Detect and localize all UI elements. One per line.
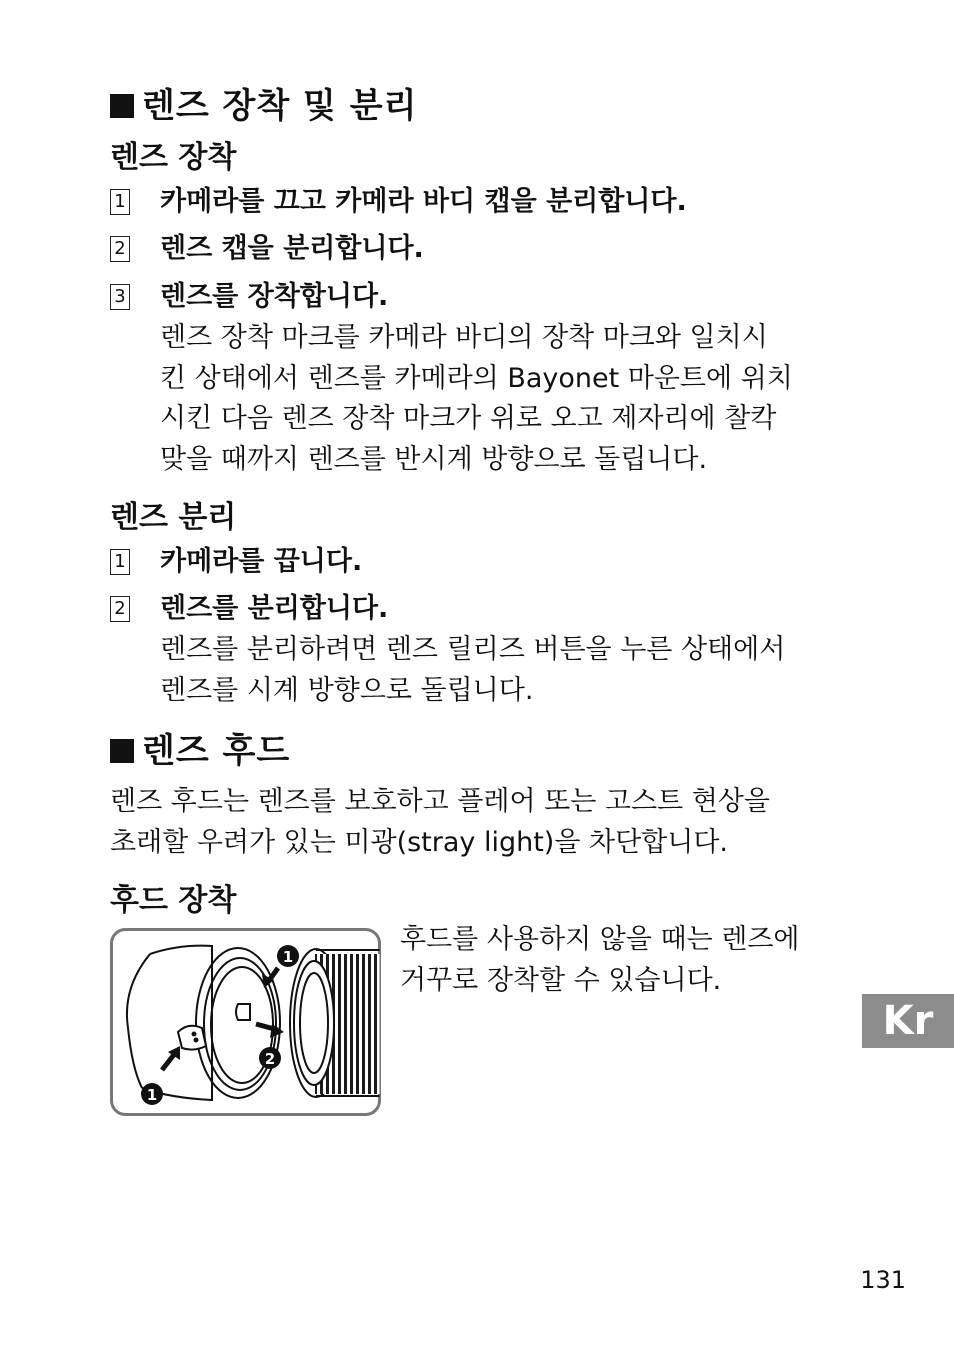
section-title-lens-hood [110, 731, 290, 771]
detail-line: 맞을 때까지 렌즈를 반시계 방향으로 돌립니다. [160, 443, 708, 475]
hood-storage-note [400, 920, 799, 1001]
hood-intro [110, 782, 770, 863]
subheading-lens-detach: 렌즈 분리 [110, 500, 237, 535]
step-number-box: 3 [110, 284, 130, 310]
section-title-text: 렌즈 장착 및 분리 [142, 86, 418, 126]
step-text: 카메라를 끄고 카메라 바디 캡을 분리합니다. [160, 186, 687, 217]
marker-label: 1 [282, 948, 294, 966]
language-tab-kr: Kr [862, 994, 954, 1048]
section-title-lens-mount [110, 86, 417, 126]
subheading-hood-attach: 후드 장착 [110, 883, 237, 918]
detail-line: 킨 상태에서 렌즈를 카메라의 Bayonet 마운트에 위치 [160, 362, 793, 394]
detail-line: 렌즈를 시계 방향으로 돌립니다. [160, 674, 534, 706]
intro-line: 초래할 우려가 있는 미광(stray light)을 차단합니다. [110, 826, 728, 858]
step-text: 렌즈 캡을 분리합니다. [160, 233, 424, 264]
detach-step-2-detail [160, 630, 785, 711]
attach-step-3-detail [160, 318, 793, 480]
marker-1-top [277, 945, 299, 967]
note-line: 후드를 사용하지 않을 때는 렌즈에 [400, 924, 800, 955]
step-number-box: 2 [110, 236, 130, 262]
step-text: 렌즈를 분리합니다. [160, 593, 389, 624]
marker-label: 2 [264, 1050, 276, 1068]
detail-line: 렌즈 장착 마크를 카메라 바디의 장착 마크와 일치시 [160, 322, 768, 353]
step-number-box: 1 [110, 549, 130, 575]
detail-line: 렌즈를 분리하려면 렌즈 릴리즈 버튼을 누른 상태에서 [160, 634, 786, 665]
marker-label: 1 [146, 1086, 158, 1104]
step-number-box: 2 [110, 596, 130, 622]
page-number: 131 [860, 1266, 906, 1294]
detail-line: 시킨 다음 렌즈 장착 마크가 위로 오고 제자리에 찰칵 [160, 403, 777, 434]
marker-2 [259, 1047, 281, 1069]
section-title-text: 렌즈 후드 [142, 731, 291, 771]
step-number-box: 1 [110, 189, 130, 215]
hood-attach-illustration [110, 928, 381, 1116]
subheading-lens-attach: 렌즈 장착 [110, 140, 237, 175]
note-line: 거꾸로 장착할 수 있습니다. [400, 964, 722, 996]
step-text: 렌즈를 장착합니다. [160, 281, 389, 312]
intro-line: 렌즈 후드는 렌즈를 보호하고 플레어 또는 고스트 현상을 [110, 786, 770, 817]
black-square-bullet-icon [110, 739, 134, 763]
step-text: 카메라를 끕니다. [160, 546, 363, 577]
marker-1-bottom [141, 1083, 163, 1105]
black-square-bullet-icon [110, 94, 134, 118]
